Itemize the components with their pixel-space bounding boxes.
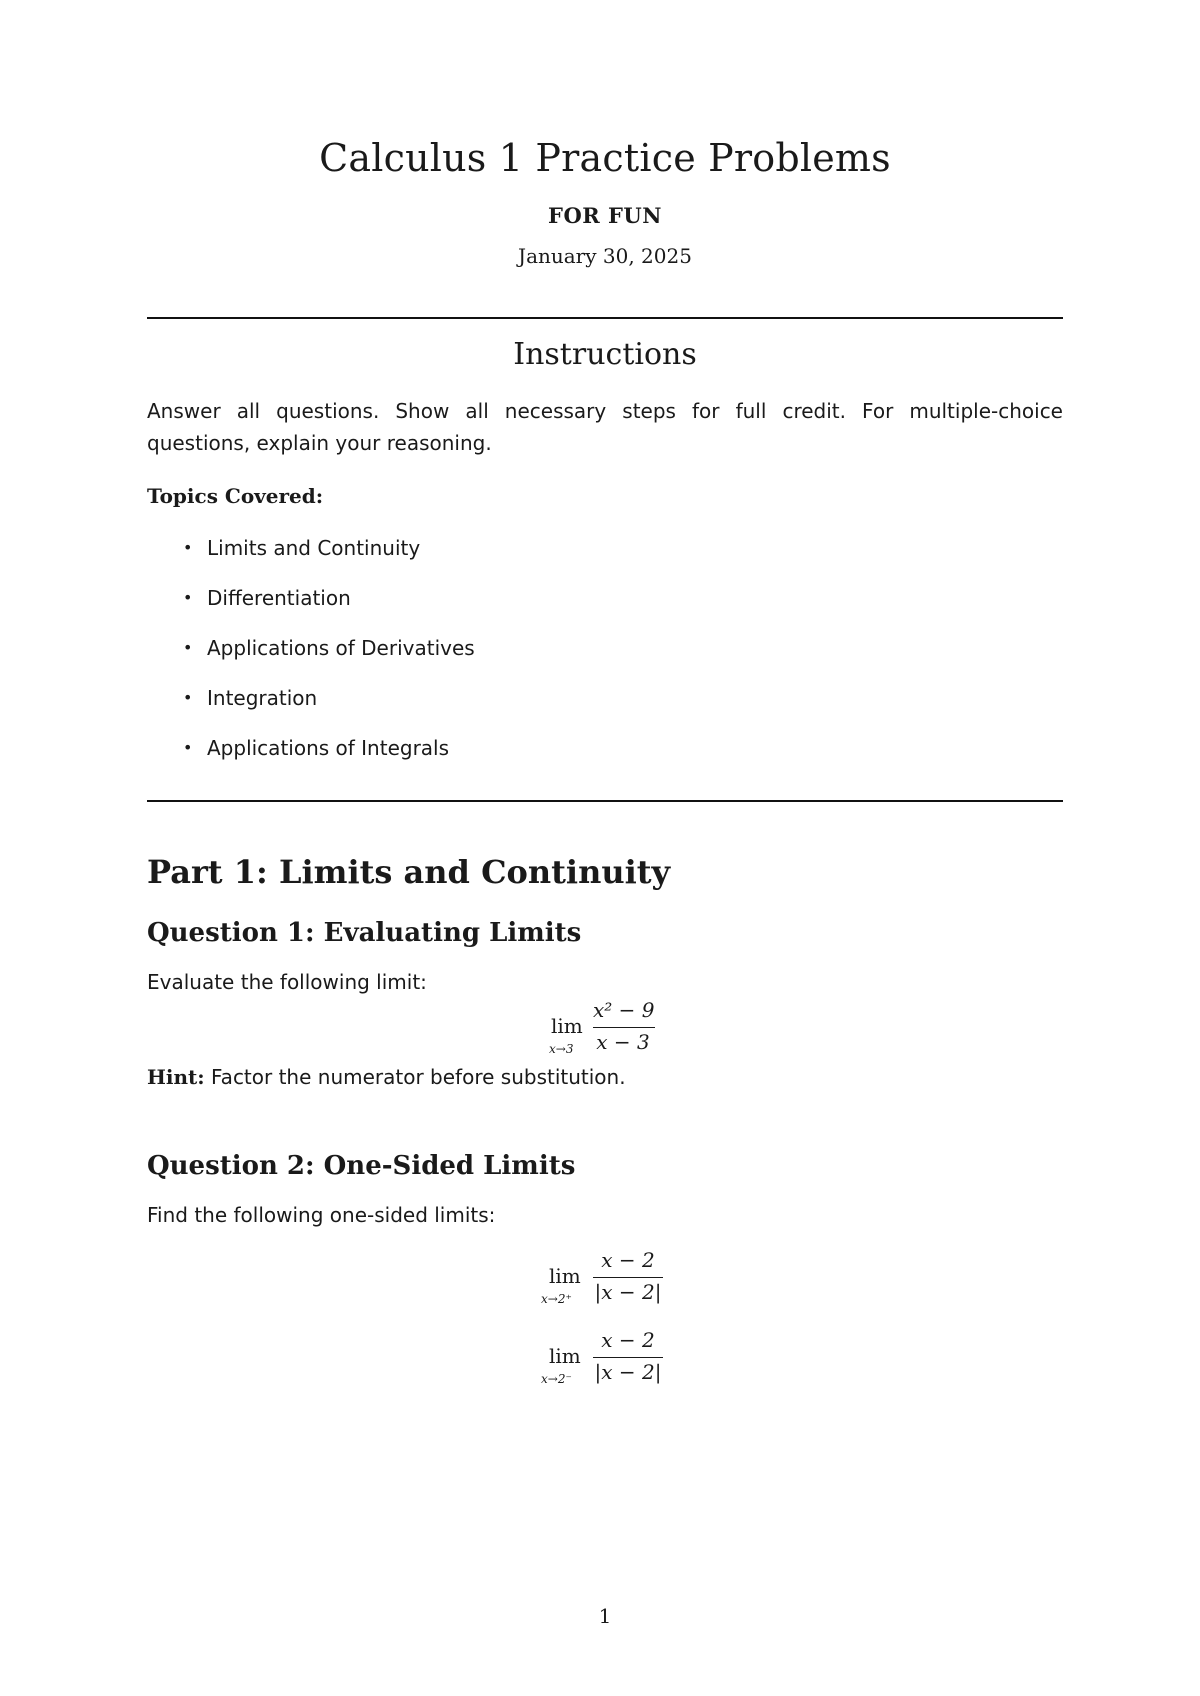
list-item	[147, 632, 475, 682]
list-item	[147, 682, 475, 732]
bullet-icon: •	[183, 738, 193, 757]
list-item	[147, 582, 475, 632]
instructions-text: Answer all questions. Show all necessary steps for full credit. For multiple-choice questions, explain your reasoning.	[147, 399, 1063, 455]
question1-heading: Question 1: Evaluating Limits	[147, 918, 582, 948]
document-date: January 30, 2025	[518, 244, 692, 268]
topic-label: Integration	[207, 686, 318, 710]
bullet-icon: •	[183, 688, 193, 707]
part1-heading: Part 1: Limits and Continuity	[147, 853, 671, 891]
topics-label: Topics Covered:	[147, 484, 324, 508]
hint-text: Factor the numerator before substitution.	[211, 1065, 626, 1089]
fraction-numerator: x − 2	[601, 1328, 655, 1352]
fraction-bar	[593, 1027, 655, 1028]
fraction-denominator: x − 3	[596, 1030, 650, 1054]
lim-subscript: x→2⁻	[541, 1372, 572, 1386]
topic-label: Limits and Continuity	[207, 536, 421, 560]
topic-label: Applications of Integrals	[207, 736, 450, 760]
topic-label: Applications of Derivatives	[207, 636, 475, 660]
lim-subscript: x→3	[549, 1042, 574, 1056]
instructions-heading: Instructions	[513, 337, 697, 372]
document-title: Calculus 1 Practice Problems	[319, 136, 891, 180]
lim-subscript: x→2⁺	[541, 1292, 572, 1306]
lim-operator: lim	[549, 1344, 581, 1368]
fraction-denominator: |x − 2|	[594, 1280, 662, 1304]
bullet-icon: •	[183, 538, 193, 557]
limit-expression-1	[551, 1000, 681, 1056]
page-number: 1	[598, 1604, 612, 1628]
list-item	[147, 532, 475, 582]
bullet-icon: •	[183, 638, 193, 657]
fraction-numerator: x² − 9	[593, 998, 655, 1022]
document-page	[147, 0, 1063, 1696]
lim-operator: lim	[551, 1014, 583, 1038]
fraction-bar	[593, 1277, 663, 1278]
hint-label: Hint:	[147, 1065, 205, 1089]
fraction-numerator: x − 2	[601, 1248, 655, 1272]
limit-expression-3	[541, 1330, 681, 1386]
question1-hint	[147, 1061, 626, 1093]
fraction-denominator: |x − 2|	[594, 1360, 662, 1384]
question2-text: Find the following one-sided limits:	[147, 1203, 496, 1227]
lim-operator: lim	[549, 1264, 581, 1288]
topic-label: Differentiation	[207, 586, 351, 610]
top-divider	[147, 317, 1063, 319]
question2-heading: Question 2: One-Sided Limits	[147, 1151, 576, 1181]
fraction-bar	[593, 1357, 663, 1358]
question1-text: Evaluate the following limit:	[147, 970, 427, 994]
list-item	[147, 732, 475, 782]
topics-list	[147, 532, 475, 782]
bottom-divider	[147, 800, 1063, 802]
bullet-icon: •	[183, 588, 193, 607]
limit-expression-2	[541, 1250, 681, 1306]
document-subtitle: FOR FUN	[548, 203, 662, 228]
